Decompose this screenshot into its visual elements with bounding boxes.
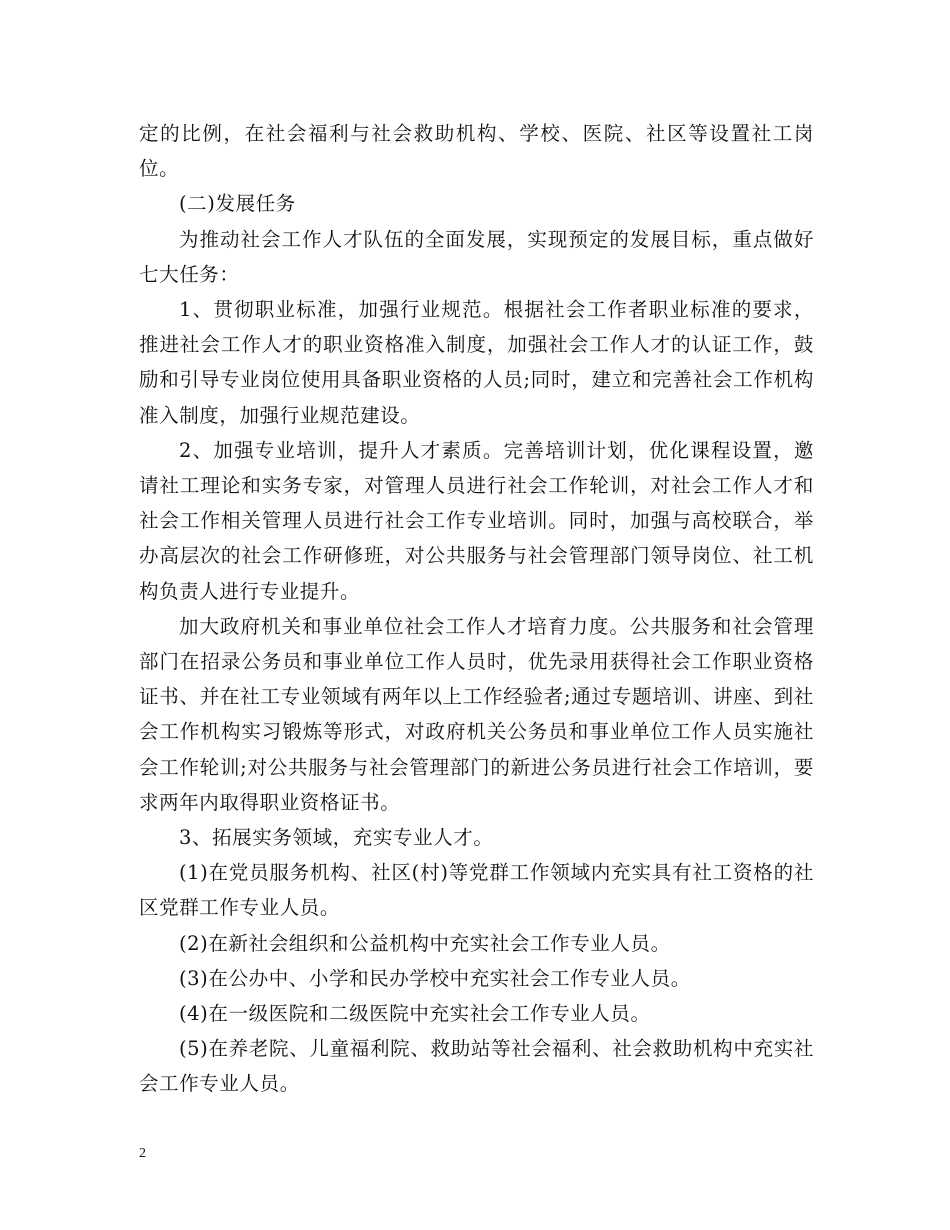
section-heading: (二)发展任务 — [178, 192, 296, 216]
paragraph-task-2-detail: 加大政府机关和事业单位社会工作人才培育力度。公共服务和社会管理部门在招录公务员和事业单位工作人员时，优先录用获得社会工作职业资格证书、并在社工专业领域有两年以上工作经验者;通过专题培训、讲座、到社会工作机构实习锻炼等形式，对政府机关公务员和事业单位工作人员实施社会工作轮训;对公共服务与社会管理部门的新进公务员进行社会工作培训，要求两年内取得职业资格证书。 — [139, 614, 814, 814]
document-body — [139, 116, 814, 1102]
list-item-5: (5)在养老院、儿童福利院、救助站等社会福利、社会救助机构中充实社会工作专业人员。 — [139, 1037, 814, 1096]
list-item-1: (1)在党员服务机构、社区(村)等党群工作领域内充实具有社工资格的社区党群工作专业人员。 — [139, 861, 814, 920]
paragraph-task-1: 1、贯彻职业标准，加强行业规范。根据社会工作者职业标准的要求，推进社会工作人才的职业资格准入制度，加强社会工作人才的认证工作，鼓励和引导专业岗位使用具备职业资格的人员;同时，建立和完善社会工作机构准入制度，加强行业规范建设。 — [139, 298, 814, 427]
list-item-3: (3)在公办中、小学和民办学校中充实社会工作专业人员。 — [178, 966, 691, 990]
paragraph-task-3: 3、拓展实务领域，充实专业人才。 — [178, 826, 494, 850]
list-item-4: (4)在一级医院和二级医院中充实社会工作专业人员。 — [178, 1002, 651, 1026]
list-item-2: (2)在新社会组织和公益机构中充实社会工作专业人员。 — [178, 931, 671, 955]
paragraph-task-2: 2、加强专业培训，提升人才素质。完善培训计划，优化课程设置，邀请社工理论和实务专家，对管理人员进行社会工作轮训，对社会工作人才和社会工作相关管理人员进行社会工作专业培训。同时，加强与高校联合，举办高层次的社会工作研修班，对公共服务与社会管理部门领导岗位、社工机构负责人进行专业提升。 — [139, 438, 814, 603]
paragraph-1: 定的比例，在社会福利与社会救助机构、学校、医院、社区等设置社工岗位。 — [139, 122, 814, 181]
paragraph-intro: 为推动社会工作人才队伍的全面发展，实现预定的发展目标，重点做好七大任务： — [139, 227, 814, 286]
page-number: 2 — [139, 1146, 146, 1161]
